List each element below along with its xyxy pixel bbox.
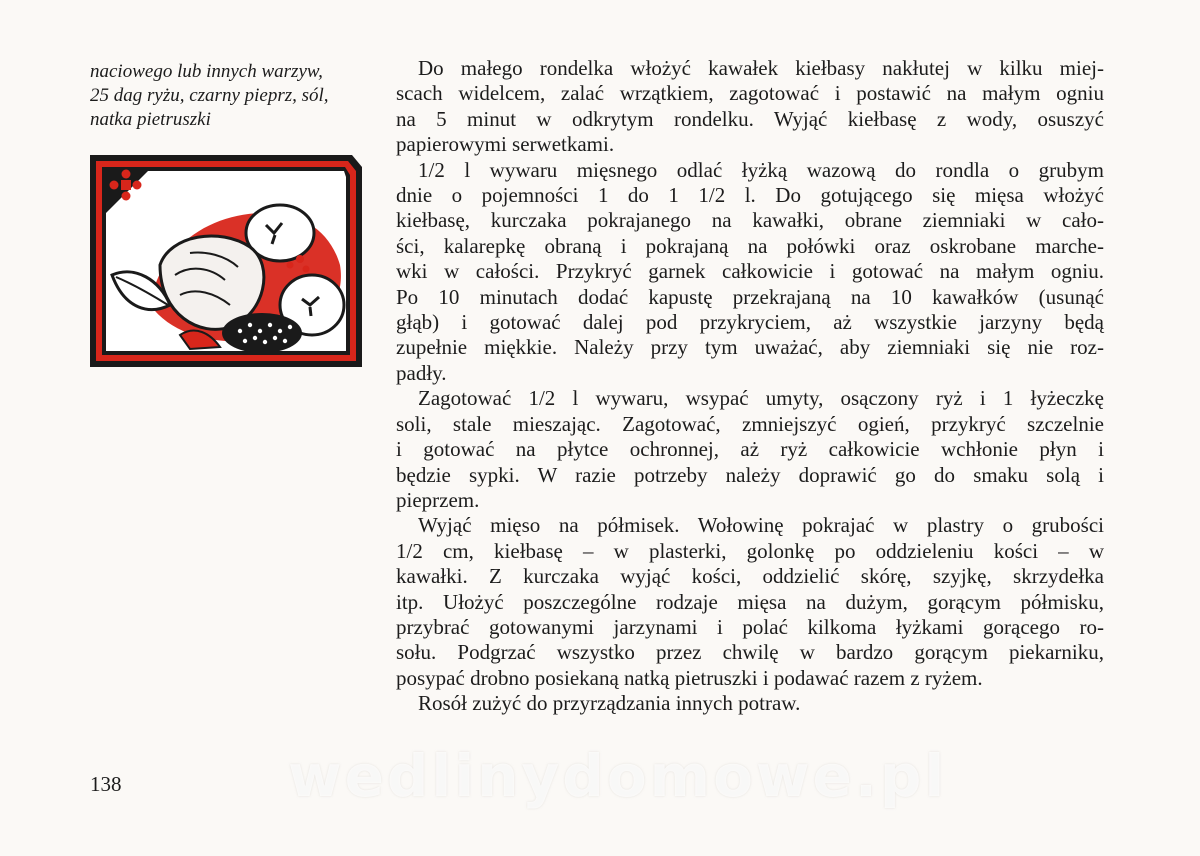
text-line: głąb) i gotować dalej pod przykryciem, aż wszystkie jarzyny będą <box>396 310 1104 335</box>
text-line: ści, kalarepkę obraną i pokrajaną na połówki oraz oskrobane marche- <box>396 233 1104 258</box>
text-line: soli, stale mieszając. Zagotować, zmniejszyć ogień, przykryć szczelnie <box>396 411 1104 436</box>
text-line: itp. Ułożyć poszczególne rodzaje mięsa na dużym, gorącym półmisku, <box>396 589 1104 614</box>
text-line: Do małego rondelka włożyć kawałek kiełbasy nakłutej w kilku miej- <box>418 56 1104 80</box>
text-line: padły. <box>396 360 447 385</box>
text-line: posypać drobno posiekaną natką pietruszki i podawać razem z ryżem. <box>396 665 983 690</box>
ingredients-line: 25 dag ryżu, czarny pieprz, sól, <box>90 85 329 106</box>
text-line: pieprzem. <box>396 487 480 512</box>
text-line: 1/2 l wywaru mięsnego odlać łyżką wazową do rondla o grubym <box>418 157 1104 182</box>
paragraph <box>396 56 1104 158</box>
text-line: scach widelcem, zalać wrzątkiem, zagotować i postawić na małym ogniu <box>396 81 1104 106</box>
watermark: wedlinydomowe.pl <box>288 742 948 810</box>
paragraph <box>396 691 1104 716</box>
ingredients-line: naciowego lub innych warzyw, <box>90 61 323 82</box>
text-line: i gotować na płytce ochronnej, aż ryż całkowicie wchłonie płyn i <box>396 437 1104 462</box>
text-line: Rosół zużyć do przyrządzania innych potraw. <box>418 691 801 716</box>
text-line: sołu. Podgrzać wszystko przez chwilę w bardzo gorącym piekarniku, <box>396 640 1104 665</box>
ingredients-line: natka pietruszki <box>90 109 211 130</box>
text-line: przybrać gotowanymi jarzynami i polać kilkoma łyżkami gorącego ro- <box>396 614 1104 639</box>
text-line: zupełnie miękkie. Należy przy tym uważać, aby ziemniaki się nie roz- <box>396 335 1104 360</box>
paragraph <box>396 513 1104 691</box>
text-line: Wyjąć mięso na półmisek. Wołowinę pokrajać w plastry o grubości <box>418 513 1104 538</box>
text-line: na 5 minut w odkrytym rondelku. Wyjąć kiełbasę z wody, osuszyć <box>396 106 1104 131</box>
text-line: kawałki. Z kurczaka wyjąć kości, oddzielić skórę, szyjkę, skrzydełka <box>396 564 1104 589</box>
paragraph <box>396 158 1104 387</box>
text-line: Po 10 minutach dodać kapustę przekrajaną na 10 kawałków (usunąć <box>396 284 1104 309</box>
text-line: będzie sypki. W razie potrzeby należy doprawić go do smaku solą i <box>396 462 1104 487</box>
recipe-illustration <box>90 155 362 367</box>
recipe-text <box>396 56 1104 717</box>
page-number: 138 <box>90 772 122 796</box>
paragraph <box>396 386 1104 513</box>
text-line: wki w całości. Przykryć garnek całkowicie i gotować na małym ogniu. <box>396 259 1104 284</box>
ingredients-note <box>90 60 370 132</box>
text-line: 1/2 cm, kiełbasę – w plasterki, golonkę po oddzieleniu kości – w <box>396 538 1104 563</box>
vegetables-meat-drawing <box>90 155 362 367</box>
text-line: Zagotować 1/2 l wywaru, wsypać umyty, osączony ryż i 1 łyżeczkę <box>418 386 1104 411</box>
text-line: kiełbasę, kurczaka pokrajanego na kawałki, obrane ziemniaki w cało- <box>396 208 1104 233</box>
text-line: papierowymi serwetkami. <box>396 132 615 157</box>
text-line: dnie o pojemności 1 do 1 1/2 l. Do gotującego się mięsa włożyć <box>396 183 1104 208</box>
